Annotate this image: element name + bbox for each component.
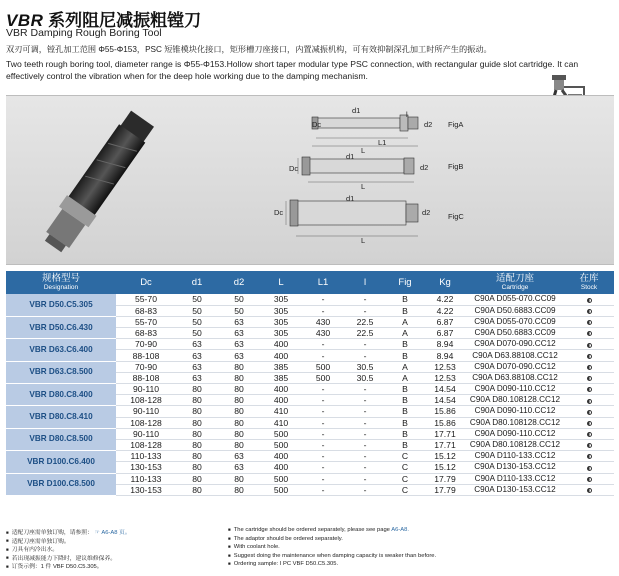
stock-status-icon [587, 343, 592, 348]
cell-l: 305 [260, 294, 302, 305]
cell-fig: C [386, 462, 424, 473]
stock-cell [564, 462, 614, 473]
cell-l1: - [302, 350, 344, 361]
spec-table [6, 271, 614, 496]
table-row [6, 294, 614, 305]
table-row [6, 406, 614, 417]
cell-dc: 55-70 [116, 316, 176, 327]
fig-label-c: FigC [448, 212, 464, 221]
column-header-label: Dc [140, 277, 152, 288]
cell-cartridge: C90A D110-133.CC12 [466, 451, 564, 462]
cell-l: - [344, 484, 386, 495]
cell-d1: 50 [176, 305, 218, 316]
cell-l: - [344, 473, 386, 484]
cell-d1: 80 [176, 417, 218, 428]
table-header-row [6, 271, 614, 294]
cell-l1: - [302, 384, 344, 395]
dim-dc-a: Dc [312, 120, 322, 129]
note-line [228, 536, 528, 545]
column-header-label: L1 [317, 277, 329, 288]
note-line [228, 553, 528, 562]
dim-L-b: L [361, 182, 366, 191]
table-row [6, 361, 614, 372]
note-text: 刀具有内冷出水。 [11, 547, 59, 553]
stock-status-icon [587, 354, 592, 359]
cell-fig: A [386, 328, 424, 339]
cell-dc: 70-90 [116, 361, 176, 372]
cell-kg: 17.71 [424, 428, 466, 439]
series-subtitle: VBR Damping Rough Boring Tool [6, 27, 162, 39]
cell-fig: B [386, 417, 424, 428]
column-header-label: l [363, 277, 367, 288]
designation-cell: VBR D50.C5.305 [6, 294, 116, 316]
fig-label-a: FigA [448, 120, 464, 129]
cell-d2: 80 [218, 417, 260, 428]
stock-cell [564, 484, 614, 495]
cell-l: 400 [260, 395, 302, 406]
table-row [6, 451, 614, 462]
cell-l: 400 [260, 339, 302, 350]
dim-dc-c: Dc [274, 208, 284, 217]
cell-cartridge: C90A D090-110.CC12 [466, 406, 564, 417]
column-header [116, 271, 176, 294]
column-header-label: 在库 [579, 272, 599, 284]
cell-l: 400 [260, 451, 302, 462]
cell-dc: 130-153 [116, 462, 176, 473]
note-text: Suggest doing the maintenance when damping capacity is weaker than before. [233, 552, 437, 559]
series-title-cn: 系列阻尼减振粗镗刀 [48, 11, 202, 30]
cell-d1: 63 [176, 339, 218, 350]
stock-status-icon [587, 443, 592, 448]
stock-cell [564, 395, 614, 406]
column-header [176, 271, 218, 294]
column-header [218, 271, 260, 294]
designation-cell: VBR D100.C8.500 [6, 473, 116, 495]
cell-l: 385 [260, 372, 302, 383]
cell-l: - [344, 462, 386, 473]
cell-dc: 88-108 [116, 350, 176, 361]
cell-cartridge: C90A D130-153.CC12 [466, 484, 564, 495]
table-row [6, 339, 614, 350]
cell-l: 305 [260, 305, 302, 316]
page-reference-link[interactable]: ☞ A6-A8 页。 [94, 530, 131, 536]
dim-d1-a: d1 [352, 106, 361, 115]
stock-status-icon [587, 421, 592, 426]
stock-status-icon [587, 320, 592, 325]
cell-fig: C [386, 484, 424, 495]
stock-cell [564, 406, 614, 417]
note-text: 适配刀座需单独订购，请参照： [11, 530, 93, 536]
stock-cell [564, 350, 614, 361]
cell-l1: - [302, 484, 344, 495]
column-header [6, 271, 116, 294]
cell-l: - [344, 339, 386, 350]
note-text: 适配刀座需单独订购。 [11, 538, 70, 545]
cell-l: - [344, 350, 386, 361]
column-header [260, 271, 302, 294]
cell-l: 410 [260, 417, 302, 428]
dim-d1-c: d1 [346, 194, 355, 203]
table-body [6, 294, 614, 495]
cell-cartridge: C90A D80.108128.CC12 [466, 395, 564, 406]
dim-d2-c: d2 [422, 208, 431, 217]
cell-dc: 88-108 [116, 372, 176, 383]
cell-dc: 55-70 [116, 294, 176, 305]
cell-fig: C [386, 451, 424, 462]
cell-dc: 108-128 [116, 439, 176, 450]
cell-kg: 4.22 [424, 294, 466, 305]
stock-status-icon [587, 309, 592, 314]
stock-status-icon [587, 387, 592, 392]
cell-cartridge: C90A D110-133.CC12 [466, 473, 564, 484]
stock-cell [564, 384, 614, 395]
column-header-label: d2 [233, 277, 245, 288]
cell-dc: 68-83 [116, 305, 176, 316]
cell-l1: - [302, 406, 344, 417]
cell-kg: 4.22 [424, 305, 466, 316]
cell-d2: 80 [218, 439, 260, 450]
cell-dc: 130-153 [116, 484, 176, 495]
dim-l: l [406, 110, 408, 119]
cell-l: 400 [260, 384, 302, 395]
cell-l1: - [302, 473, 344, 484]
cell-fig: B [386, 350, 424, 361]
dim-L-c: L [361, 236, 366, 245]
stock-cell [564, 294, 614, 305]
stock-status-icon [587, 298, 592, 303]
cell-d1: 80 [176, 384, 218, 395]
note-text: 订货示例：1 件 VBF D50.C5.305。 [11, 564, 103, 570]
cell-cartridge: C90A D63.88108.CC12 [466, 372, 564, 383]
cell-kg: 12.53 [424, 372, 466, 383]
stock-status-icon [587, 365, 592, 370]
stock-cell [564, 439, 614, 450]
cell-d2: 50 [218, 305, 260, 316]
page-title [6, 6, 566, 28]
cell-kg: 6.87 [424, 316, 466, 327]
notes-en [228, 527, 528, 570]
cell-d1: 80 [176, 484, 218, 495]
cell-d1: 63 [176, 361, 218, 372]
cell-fig: B [386, 406, 424, 417]
column-header-sublabel: Designation [43, 283, 79, 291]
cell-d1: 80 [176, 462, 218, 473]
cell-dc: 108-128 [116, 417, 176, 428]
cell-kg: 14.54 [424, 384, 466, 395]
cell-cartridge: C90A D80.108128.CC12 [466, 439, 564, 450]
stock-status-icon [587, 454, 592, 459]
cell-l: 500 [260, 428, 302, 439]
stock-status-icon [587, 432, 592, 437]
column-header [564, 271, 614, 294]
dim-d2-a: d2 [424, 120, 433, 129]
cell-kg: 6.87 [424, 328, 466, 339]
cell-fig: B [386, 395, 424, 406]
series-code: VBR [6, 11, 44, 30]
cell-cartridge: C90A D80.108128.CC12 [466, 417, 564, 428]
designation-cell: VBR D63.C8.500 [6, 361, 116, 383]
cell-l: - [344, 294, 386, 305]
cell-kg: 14.54 [424, 395, 466, 406]
cell-dc: 90-110 [116, 384, 176, 395]
cell-fig: B [386, 305, 424, 316]
column-header-label: Kg [439, 277, 451, 288]
cell-fig: A [386, 361, 424, 372]
column-header-label: 规格型号 [41, 272, 80, 284]
fig-label-b: FigB [448, 162, 464, 171]
cell-l: 22.5 [344, 328, 386, 339]
cell-l: - [344, 406, 386, 417]
cell-cartridge: C90A D090-110.CC12 [466, 384, 564, 395]
cell-cartridge: C90A D090-110.CC12 [466, 428, 564, 439]
cell-l1: 430 [302, 316, 344, 327]
cell-l: 305 [260, 316, 302, 327]
cell-l1: - [302, 339, 344, 350]
cell-cartridge: C90A D130-153.CC12 [466, 462, 564, 473]
stock-status-icon [587, 477, 592, 482]
cell-l: - [344, 305, 386, 316]
stock-cell [564, 451, 614, 462]
cell-l: 30.5 [344, 361, 386, 372]
column-header [386, 271, 424, 294]
cell-kg: 17.79 [424, 484, 466, 495]
cell-dc: 70-90 [116, 339, 176, 350]
stock-status-icon [587, 488, 592, 493]
stock-cell [564, 316, 614, 327]
cell-l: - [344, 451, 386, 462]
stock-cell [564, 361, 614, 372]
table-row [6, 316, 614, 327]
cell-l: 400 [260, 350, 302, 361]
column-header [424, 271, 466, 294]
cell-l: 22.5 [344, 316, 386, 327]
cell-d2: 63 [218, 451, 260, 462]
cell-d1: 50 [176, 294, 218, 305]
cell-fig: A [386, 372, 424, 383]
cell-l1: 500 [302, 372, 344, 383]
stock-status-icon [587, 376, 592, 381]
boring-tool-photo-icon [22, 104, 172, 259]
cell-cartridge: C90A D070-090.CC12 [466, 361, 564, 372]
column-header-sublabel: Cartridge [501, 283, 529, 291]
note-text: Ordering sample: I PC VBF D50.C5.305. [233, 561, 339, 568]
cell-l: - [344, 428, 386, 439]
cell-l1: 500 [302, 361, 344, 372]
stock-cell [564, 372, 614, 383]
page-reference-link[interactable]: A6-A8. [391, 527, 409, 534]
stock-status-icon [587, 399, 592, 404]
note-text: 若出现减振能力下降时，建议维修保养。 [11, 555, 117, 562]
designation-cell: VBR D63.C6.400 [6, 339, 116, 361]
column-header-label: d1 [191, 277, 203, 288]
description-cn: 双刃可调，镗孔加工范围 Φ55-Φ153，PSC 短锥模块化接口，矩形槽刀座接口，内置减振机构，可有效抑制深孔加工时所产生的振动。 [6, 45, 492, 54]
cell-dc: 108-128 [116, 395, 176, 406]
cell-cartridge: C90A D055-070.CC09 [466, 294, 564, 305]
cell-l: 30.5 [344, 372, 386, 383]
cell-d2: 63 [218, 316, 260, 327]
cell-kg: 12.53 [424, 361, 466, 372]
cell-l: 410 [260, 406, 302, 417]
cell-d2: 63 [218, 328, 260, 339]
figure-panel [6, 95, 614, 265]
cell-dc: 90-110 [116, 428, 176, 439]
cell-fig: A [386, 316, 424, 327]
table-row [6, 473, 614, 484]
cell-d2: 80 [218, 484, 260, 495]
cell-dc: 110-133 [116, 473, 176, 484]
cell-kg: 15.12 [424, 462, 466, 473]
cell-l: 500 [260, 473, 302, 484]
cell-d2: 63 [218, 462, 260, 473]
cell-l1: - [302, 428, 344, 439]
cell-l1: - [302, 462, 344, 473]
stock-cell [564, 428, 614, 439]
cell-d2: 80 [218, 473, 260, 484]
designation-cell: VBR D80.C8.410 [6, 406, 116, 428]
cell-l: 500 [260, 484, 302, 495]
cell-d2: 80 [218, 395, 260, 406]
cell-d2: 80 [218, 361, 260, 372]
stock-cell [564, 305, 614, 316]
cell-fig: B [386, 428, 424, 439]
column-header-label: Fig [398, 277, 412, 288]
cell-d1: 63 [176, 372, 218, 383]
cell-l1: - [302, 439, 344, 450]
cell-kg: 15.86 [424, 406, 466, 417]
stock-cell [564, 339, 614, 350]
dim-dc-b: Dc [289, 164, 299, 173]
cell-l1: - [302, 451, 344, 462]
cell-d2: 80 [218, 384, 260, 395]
cell-d1: 80 [176, 406, 218, 417]
column-header-label: L [278, 277, 284, 288]
cell-d2: 80 [218, 406, 260, 417]
cell-l1: - [302, 305, 344, 316]
cell-d1: 80 [176, 395, 218, 406]
cell-fig: B [386, 439, 424, 450]
column-header-sublabel: Stock [580, 283, 598, 291]
cell-kg: 15.12 [424, 451, 466, 462]
cell-d2: 63 [218, 350, 260, 361]
cell-fig: B [386, 339, 424, 350]
designation-cell: VBR D80.C8.500 [6, 428, 116, 450]
note-line [228, 561, 528, 570]
cell-l: - [344, 384, 386, 395]
cell-l: 400 [260, 462, 302, 473]
designation-cell: VBR D100.C6.400 [6, 451, 116, 473]
cell-d1: 80 [176, 451, 218, 462]
cell-l: - [344, 439, 386, 450]
cell-l: 305 [260, 328, 302, 339]
cell-l: 385 [260, 361, 302, 372]
cell-kg: 17.71 [424, 439, 466, 450]
description-en: Two teeth rough boring tool, diameter range is Φ55-Φ153.Hollow short taper modular type PSC connection, with rectangular guide slot cartridge. It can effectively control the vibration when for the deep hole working due to the damping mechanism. [6, 59, 579, 81]
column-header [466, 271, 564, 294]
cell-d2: 80 [218, 428, 260, 439]
cell-cartridge: C90A D63.88108.CC12 [466, 350, 564, 361]
table-row [6, 384, 614, 395]
dim-d2-b: d2 [420, 163, 429, 172]
cell-d2: 80 [218, 372, 260, 383]
dim-L1: L1 [378, 138, 387, 147]
cell-fig: B [386, 294, 424, 305]
dim-d1-b: d1 [346, 152, 355, 161]
stock-status-icon [587, 331, 592, 336]
cell-l: - [344, 417, 386, 428]
cell-d1: 50 [176, 316, 218, 327]
cell-d1: 80 [176, 473, 218, 484]
designation-cell: VBR D50.C6.430 [6, 316, 116, 338]
cell-kg: 8.94 [424, 350, 466, 361]
column-header-label: 适配刀座 [495, 272, 534, 284]
cell-d2: 63 [218, 339, 260, 350]
cell-cartridge: C90A D50.6883.CC09 [466, 328, 564, 339]
stock-status-icon [587, 466, 592, 471]
cell-kg: 17.79 [424, 473, 466, 484]
note-text: The cartridge should be ordered separately, please see page [233, 527, 390, 534]
cell-cartridge: C90A D055-070.CC09 [466, 316, 564, 327]
cell-l1: - [302, 294, 344, 305]
cell-l1: 430 [302, 328, 344, 339]
cell-kg: 8.94 [424, 339, 466, 350]
stock-cell [564, 328, 614, 339]
cell-d1: 80 [176, 439, 218, 450]
cell-d1: 63 [176, 350, 218, 361]
cell-dc: 68-83 [116, 328, 176, 339]
column-header [344, 271, 386, 294]
cell-cartridge: C90A D50.6883.CC09 [466, 305, 564, 316]
cell-l: - [344, 395, 386, 406]
cell-l1: - [302, 395, 344, 406]
note-text: With coolant hole. [233, 544, 280, 551]
cell-fig: B [386, 384, 424, 395]
cell-d1: 50 [176, 328, 218, 339]
cell-kg: 15.86 [424, 417, 466, 428]
cell-d1: 80 [176, 428, 218, 439]
stock-cell [564, 473, 614, 484]
cell-l: 500 [260, 439, 302, 450]
note-line [228, 544, 528, 553]
cell-d2: 50 [218, 294, 260, 305]
table-row [6, 428, 614, 439]
designation-cell: VBR D80.C8.400 [6, 384, 116, 406]
cell-cartridge: C90A D070-090.CC12 [466, 339, 564, 350]
dim-L-a: L [361, 146, 366, 155]
stock-status-icon [587, 410, 592, 415]
cell-dc: 90-110 [116, 406, 176, 417]
stock-cell [564, 417, 614, 428]
cell-dc: 110-133 [116, 451, 176, 462]
note-line [228, 527, 528, 536]
cell-l1: - [302, 417, 344, 428]
note-text: The adaptor should be ordered separately. [233, 535, 343, 542]
cell-fig: C [386, 473, 424, 484]
column-header [302, 271, 344, 294]
